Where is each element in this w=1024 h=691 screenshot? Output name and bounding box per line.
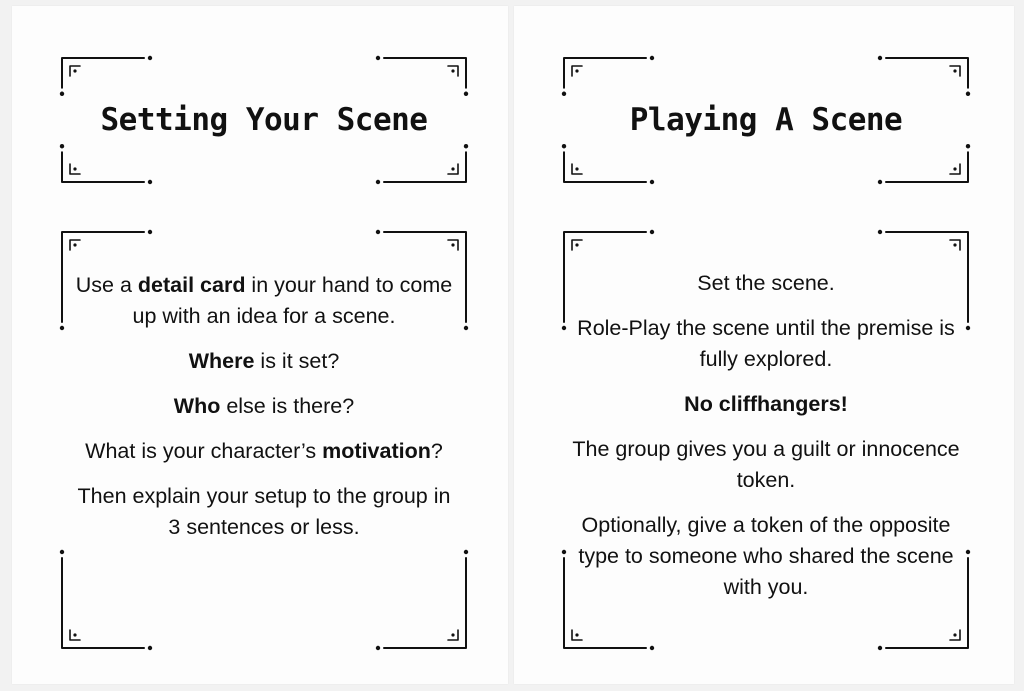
- arm-end-dot: [148, 646, 152, 650]
- arm-end-dot: [966, 550, 970, 554]
- arm-end-dot: [464, 550, 468, 554]
- rule-card-playing-scene: [514, 6, 1014, 684]
- corner-dot: [451, 633, 454, 636]
- corner-dot: [575, 633, 578, 636]
- arm-end-dot: [878, 646, 882, 650]
- title-frame: [62, 58, 466, 182]
- corner-dot: [451, 243, 454, 246]
- rule-no-cliffhangers: No cliffhangers!: [684, 392, 848, 416]
- arm-end-dot: [376, 230, 380, 234]
- arm-end-dot: [562, 550, 566, 554]
- instruction-explain-setup: Then explain your setup to the group in 3 sentences or less.: [77, 484, 451, 539]
- arm-end-dot: [878, 230, 882, 234]
- arm-end-dot: [60, 326, 64, 330]
- card-body: [572, 268, 960, 617]
- arm-end-dot: [562, 326, 566, 330]
- arm-end-dot: [376, 646, 380, 650]
- corner-dot: [953, 633, 956, 636]
- corner-dot: [73, 633, 76, 636]
- question-motivation: What is your character’s motivation?: [85, 439, 443, 463]
- instruction-detail-card: Use a detail card in your hand to come up with an idea for a scene.: [75, 273, 453, 328]
- card-title: Setting Your Scene: [100, 102, 428, 138]
- arm-end-dot: [650, 230, 654, 234]
- arm-end-dot: [464, 326, 468, 330]
- body-frame: [564, 232, 968, 648]
- step-set-scene: Set the scene.: [697, 271, 835, 295]
- arm-end-dot: [148, 230, 152, 234]
- question-where: Where is it set?: [188, 349, 340, 373]
- card-body: [70, 270, 458, 557]
- corner-dot: [953, 243, 956, 246]
- step-role-play: Role-Play the scene until the premise is fully explored.: [577, 316, 955, 371]
- card-title: Playing A Scene: [629, 102, 903, 138]
- corner-dot: [73, 243, 76, 246]
- step-token: The group gives you a guilt or innocence token.: [572, 437, 960, 492]
- arm-end-dot: [60, 550, 64, 554]
- title-frame: [564, 58, 968, 182]
- arm-end-dot: [650, 646, 654, 650]
- arm-end-dot: [966, 326, 970, 330]
- body-frame: [62, 232, 466, 648]
- rule-card-setting-scene: [12, 6, 508, 684]
- corner-dot: [575, 243, 578, 246]
- question-who: Who else is there?: [173, 394, 355, 418]
- step-optional-token: Optionally, give a token of the opposite type to someone who shared the scene with you.: [578, 513, 954, 599]
